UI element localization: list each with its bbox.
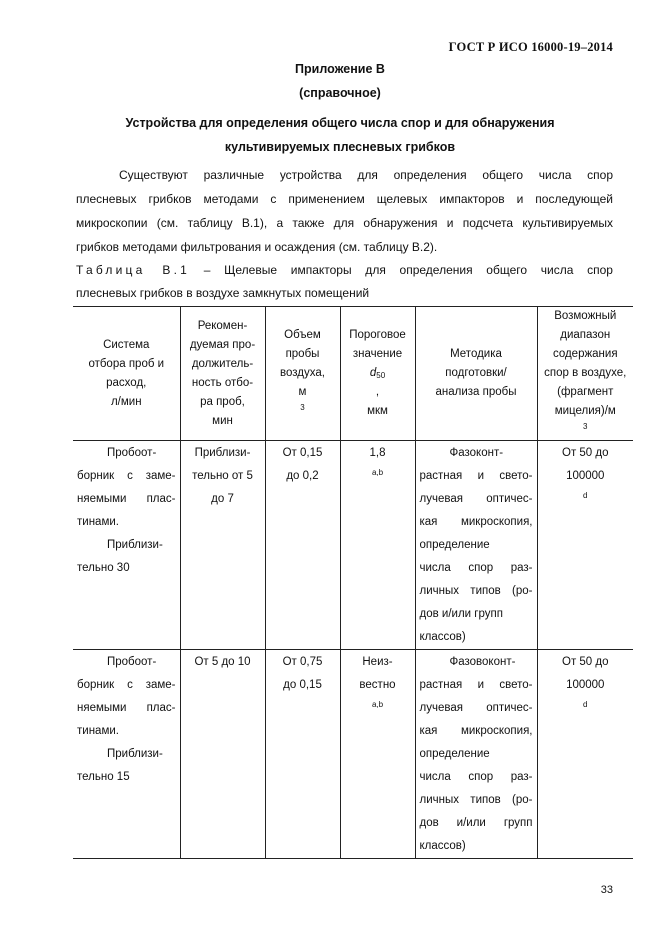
page-number: 33 bbox=[600, 884, 613, 896]
intro-line: Существуют различные устройства для определения общего числа спор bbox=[119, 168, 613, 182]
cell-system: Пробоот- борник с заме- няемыми плас- тинами. Приблизи- тельно 15 bbox=[73, 650, 180, 859]
cell-volume: От 0,75 до 0,15 bbox=[265, 650, 340, 859]
table-row bbox=[73, 441, 633, 650]
header-duration: Рекомен- дуемая про- должитель- ность отбо- ра проб, мин bbox=[180, 307, 265, 441]
header-range: Возможный диапазон содержания спор в воздухе, (фрагмент мицелия)/м $^3$ bbox=[537, 307, 633, 441]
appendix-heading-line-2: культивируемых плесневых грибков bbox=[224, 140, 456, 154]
cell-method: Фазовоконт- растная и свето- лучевая оптичес- кая микроскопия, определение числа спор раз- личных типов (ро- дов и/или групп классов) bbox=[415, 650, 537, 859]
header-volume: Объем пробы воздуха, м $^3$ bbox=[265, 307, 340, 441]
cell-volume: От 0,15 до 0,2 bbox=[265, 441, 340, 650]
table-caption bbox=[76, 258, 613, 304]
cell-threshold: Неиз- вестно $^{a,b}$ bbox=[340, 650, 415, 859]
intro-paragraph bbox=[76, 163, 613, 259]
appendix-subtitle: (справочное) bbox=[299, 86, 381, 100]
cell-duration: От 5 до 10 bbox=[180, 650, 265, 859]
header-method: Методика подготовки/ анализа пробы bbox=[415, 307, 537, 441]
table-row bbox=[73, 650, 633, 859]
appendix-heading-line-1: Устройства для определения общего числа спор и для обнаружения bbox=[125, 116, 555, 130]
impactors-table bbox=[73, 306, 633, 859]
cell-range: От 50 до 100000 $^d$ bbox=[537, 441, 633, 650]
table-caption-line-1 bbox=[76, 258, 613, 282]
standard-header: ГОСТ Р ИСО 16000-19–2014 bbox=[448, 40, 613, 54]
appendix-title: Приложение В bbox=[295, 62, 385, 76]
cell-system: Пробоот- борник с заме- няемыми плас- тинами. Приблизи- тельно 30 bbox=[73, 441, 180, 650]
header-threshold: Пороговое значение $d_{50}$ , мкм bbox=[340, 307, 415, 441]
table-caption-label: Таблица В.1 bbox=[76, 263, 190, 277]
intro-line: плесневых грибков методами с применением щелевых импакторов и последующей bbox=[76, 192, 613, 206]
intro-line: микроскопии (см. таблицу В.1), а также для обнаружения и подсчета культивируемых bbox=[76, 216, 613, 230]
cell-method: Фазоконт- растная и свето- лучевая оптичес- кая микроскопия, определение числа спор раз- личных типов (ро- дов и/или групп классов) bbox=[415, 441, 537, 650]
cell-threshold: 1,8 $^{a,b}$ bbox=[340, 441, 415, 650]
table-caption-line-2: плесневых грибков в воздухе замкнутых помещений bbox=[76, 286, 370, 300]
cell-range: От 50 до 100000 $^d$ bbox=[537, 650, 633, 859]
table-header-row bbox=[73, 307, 633, 441]
intro-line: грибков методами фильтрования и осаждения (см. таблицу В.2). bbox=[76, 240, 438, 254]
table-caption-text: – Щелевые импакторы для определения общего числа спор bbox=[203, 263, 613, 277]
header-system: Система отбора проб и расход, л/мин bbox=[73, 307, 180, 441]
cell-duration: Приблизи- тельно от 5 до 7 bbox=[180, 441, 265, 650]
